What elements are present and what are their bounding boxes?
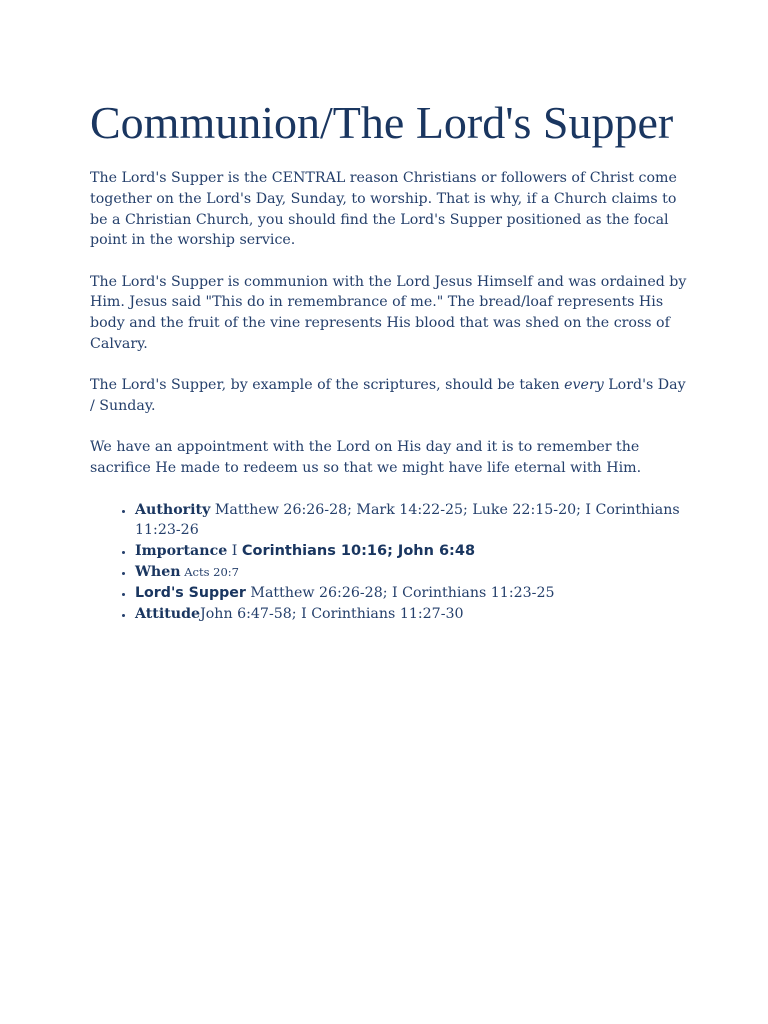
reference-label: When xyxy=(135,563,181,580)
paragraph-text-start: The Lord's Supper, by example of the scriptures, should be taken xyxy=(90,377,565,394)
reference-label: Attitude xyxy=(135,605,201,622)
list-item-when xyxy=(135,562,690,583)
paragraph-every-sunday xyxy=(90,375,690,417)
reference-text-bold: Corinthians 10:16; John 6:48 xyxy=(241,543,476,560)
emphasized-every: every xyxy=(564,377,604,394)
reference-text: John 6:47-58; I Corinthians 11:27-30 xyxy=(200,605,464,622)
list-item-importance xyxy=(135,541,690,562)
paragraph-appointment: We have an appointment with the Lord on His day and it is to remember the sacrifice He made to redeem us so that we might have life eternal with Him. xyxy=(90,439,642,477)
reference-text: Matthew 26:26-28; I Corinthians 11:23-25 xyxy=(245,584,555,601)
list-item-lords-supper xyxy=(135,583,690,604)
reference-text-prefix: I xyxy=(227,543,242,560)
paragraph-central-reason: The Lord's Supper is the CENTRAL reason Christians or followers of Christ come together on the Lord's Day, Sunday, to worship. That is why, if a Church claims to be a Christian Church, you should find the Lord's Supper positioned as the focal point in the worship service. xyxy=(90,170,677,249)
paragraph-text-end: Lord's Day / Sunday. xyxy=(90,377,686,415)
reference-text: Acts 20:7 xyxy=(180,564,239,579)
reference-text: Matthew 26:26-28; Mark 14:22-25; Luke 22:15-20; I Corinthians 11:23-26 xyxy=(135,501,680,539)
paragraph-communion: The Lord's Supper is communion with the Lord Jesus Himself and was ordained by Him. Jesus said "This do in remembrance of me." The bread/loaf represents His body and the fruit of the vine represents His blood that was shed on the cross of Calvary. xyxy=(90,273,687,353)
reference-label: Lord's Supper xyxy=(135,584,246,601)
reference-label: Authority xyxy=(135,501,211,518)
document-page xyxy=(90,96,690,624)
reference-label: Importance xyxy=(135,543,228,560)
list-item-authority xyxy=(135,500,690,542)
list-item-attitude xyxy=(135,604,690,625)
scripture-reference-list xyxy=(90,500,690,625)
page-title: Communion/The Lord's Supper xyxy=(90,97,674,148)
